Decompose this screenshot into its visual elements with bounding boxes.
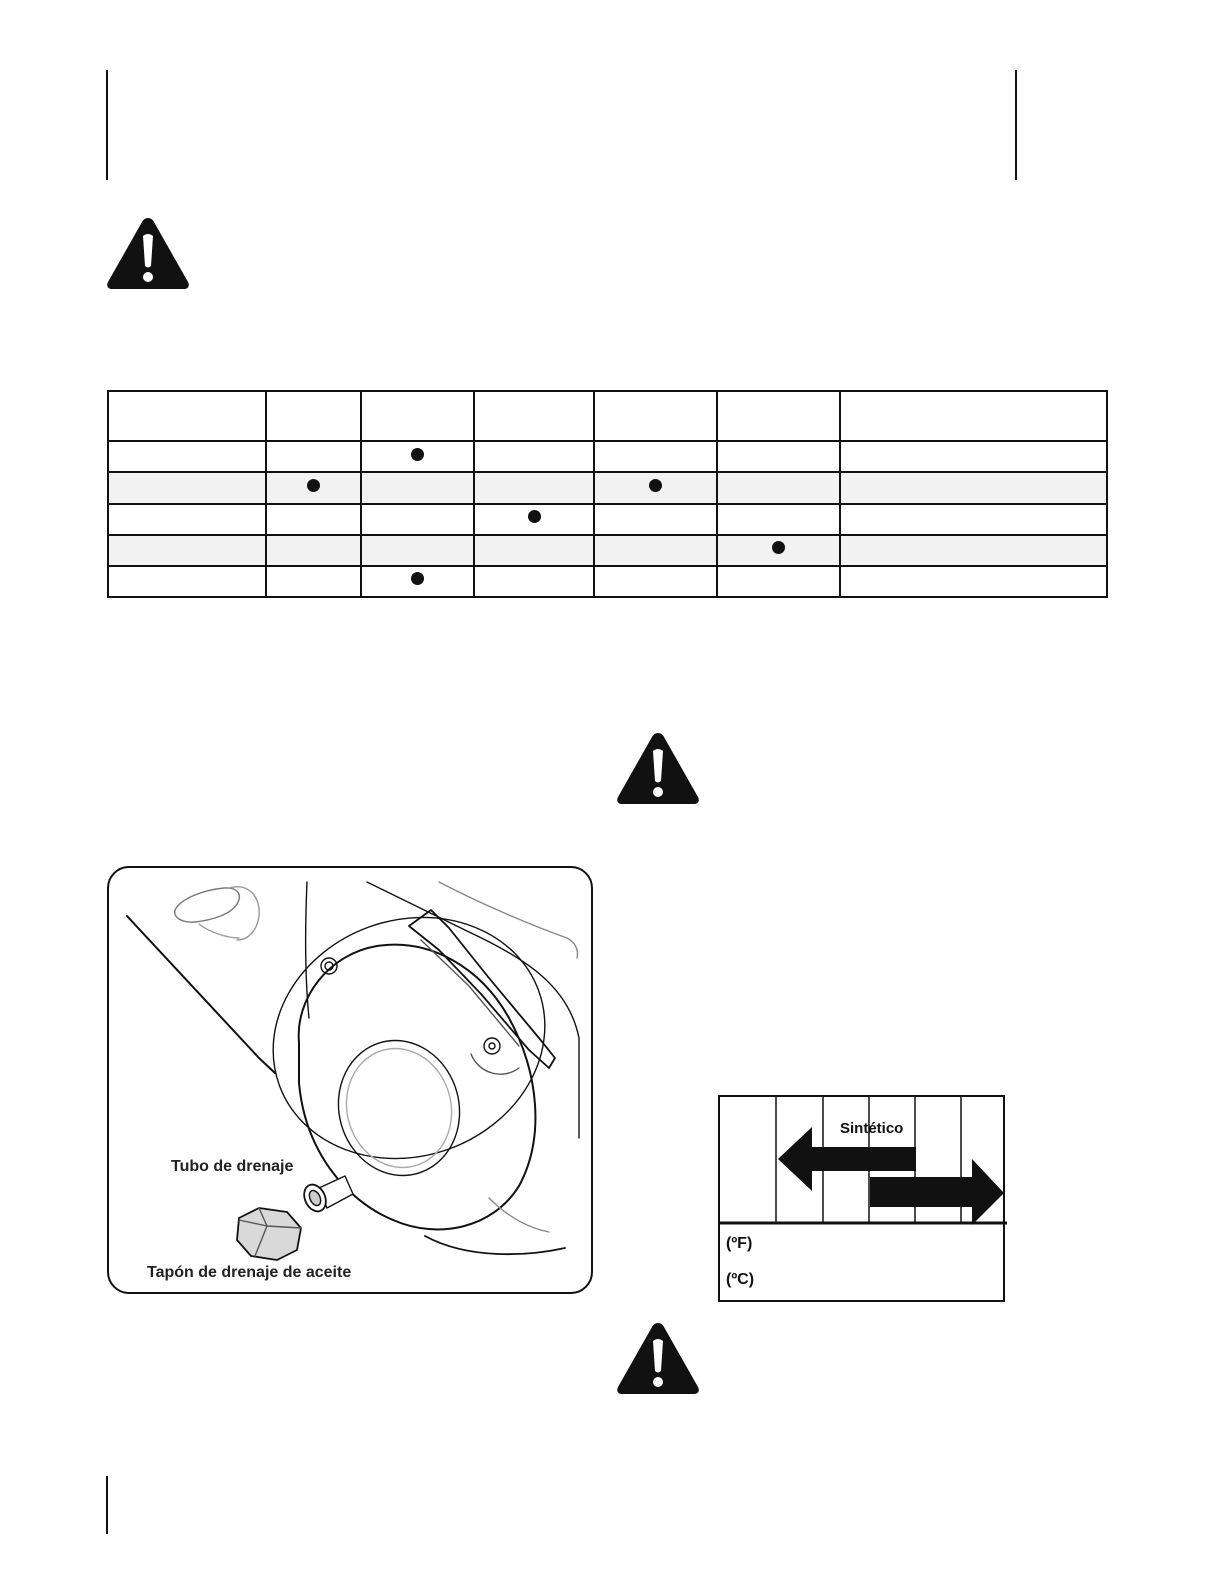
interval-cell — [594, 504, 717, 535]
maintenance-schedule-table — [107, 390, 1108, 598]
interval-cell — [594, 472, 717, 503]
interval-cell — [594, 535, 717, 566]
interval-cell — [594, 566, 717, 597]
table-row — [108, 472, 1107, 503]
interval-cell — [474, 472, 594, 503]
fahrenheit-label: (ºF) — [726, 1235, 753, 1252]
oil-drain-figure — [107, 866, 593, 1294]
interval-cell — [361, 441, 474, 472]
celsius-label: (ºC) — [726, 1271, 755, 1288]
task-cell — [108, 472, 266, 503]
interval-cell — [266, 472, 361, 503]
drain-plug-label: Tapón de drenaje de aceite — [147, 1264, 352, 1281]
interval-cell — [361, 472, 474, 503]
interval-cell — [361, 566, 474, 597]
interval-cell — [717, 566, 840, 597]
notes-cell — [840, 441, 1107, 472]
header-cell — [361, 391, 474, 441]
schedule-dot-icon — [307, 479, 320, 492]
table-row — [108, 504, 1107, 535]
table-header-row — [108, 391, 1107, 441]
task-cell — [108, 535, 266, 566]
notes-cell — [840, 472, 1107, 503]
header-cell — [717, 391, 840, 441]
interval-cell — [717, 504, 840, 535]
interval-cell — [266, 441, 361, 472]
schedule-dot-icon — [411, 572, 424, 585]
header-cell — [108, 391, 266, 441]
warning-triangle-icon — [616, 731, 700, 805]
warning-triangle-icon — [106, 216, 190, 290]
schedule-dot-icon — [649, 479, 662, 492]
interval-cell — [474, 535, 594, 566]
interval-cell — [717, 441, 840, 472]
crop-mark-bottom-left — [106, 1476, 108, 1534]
synthetic-label: Sintético — [840, 1120, 904, 1137]
notes-cell — [840, 566, 1107, 597]
engine-drain-illustration — [109, 868, 593, 1294]
interval-cell — [594, 441, 717, 472]
drain-tube-label: Tubo de drenaje — [171, 1158, 294, 1175]
schedule-dot-icon — [528, 510, 541, 523]
interval-cell — [474, 441, 594, 472]
warning-triangle-icon — [616, 1321, 700, 1395]
table-row — [108, 535, 1107, 566]
interval-cell — [266, 535, 361, 566]
header-cell — [266, 391, 361, 441]
oil-viscosity-chart — [718, 1095, 1005, 1302]
interval-cell — [266, 566, 361, 597]
header-cell — [474, 391, 594, 441]
task-cell — [108, 566, 266, 597]
interval-cell — [361, 504, 474, 535]
interval-cell — [266, 504, 361, 535]
interval-cell — [717, 535, 840, 566]
schedule-dot-icon — [411, 448, 424, 461]
task-cell — [108, 504, 266, 535]
crop-mark-top-left — [106, 70, 108, 180]
task-cell — [108, 441, 266, 472]
notes-cell — [840, 535, 1107, 566]
schedule-dot-icon — [772, 541, 785, 554]
notes-cell — [840, 504, 1107, 535]
table-row — [108, 566, 1107, 597]
interval-cell — [717, 472, 840, 503]
header-cell — [840, 391, 1107, 441]
interval-cell — [474, 504, 594, 535]
table-row — [108, 441, 1107, 472]
crop-mark-top-right — [1015, 70, 1017, 180]
interval-cell — [361, 535, 474, 566]
header-cell — [594, 391, 717, 441]
interval-cell — [474, 566, 594, 597]
